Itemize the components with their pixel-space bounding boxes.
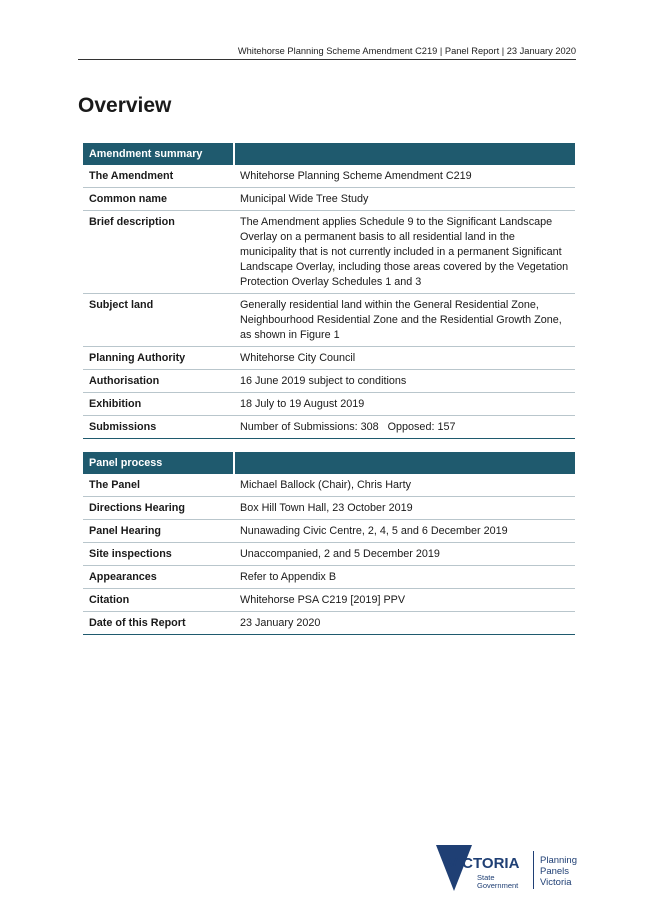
row-value: Box Hill Town Hall, 23 October 2019: [234, 497, 575, 520]
row-value: Whitehorse PSA C219 [2019] PPV: [234, 589, 575, 612]
row-value: Nunawading Civic Centre, 2, 4, 5 and 6 December 2019: [234, 520, 575, 543]
row-label: Panel Hearing: [83, 520, 234, 543]
table-row: [83, 393, 575, 416]
table-row: [83, 347, 575, 370]
logo-sub-government: Government: [477, 881, 519, 890]
logo-word: VICTORIA: [448, 855, 520, 872]
table-header-row: [83, 143, 575, 165]
wordmark-line-panels: Panels: [540, 866, 570, 877]
row-value: 18 July to 19 August 2019: [234, 393, 575, 416]
page-title: Overview: [78, 94, 172, 117]
row-label: Site inspections: [83, 543, 234, 566]
row-value: Unaccompanied, 2 and 5 December 2019: [234, 543, 575, 566]
table-row: [83, 497, 575, 520]
planning-panels-wordmark: [540, 855, 577, 888]
row-label: Common name: [83, 188, 234, 211]
row-label: Brief description: [83, 211, 234, 294]
row-value: Whitehorse City Council: [234, 347, 575, 370]
table-row: [83, 188, 575, 211]
table-row: [83, 566, 575, 589]
row-label: Citation: [83, 589, 234, 612]
logo-divider: [533, 851, 534, 889]
row-label: Submissions: [83, 416, 234, 439]
row-value: Number of Submissions: 308 Opposed: 157: [234, 416, 575, 439]
table-row: [83, 416, 575, 439]
victoria-planning-panels-logo: [436, 843, 586, 893]
running-header: Whitehorse Planning Scheme Amendment C219 | Panel Report | 23 January 2020: [78, 46, 576, 60]
row-label: The Amendment: [83, 165, 234, 188]
victoria-state-government-logo-mark: [436, 843, 533, 893]
panel-process-table: [83, 452, 575, 635]
table-row: [83, 370, 575, 393]
wordmark-line-planning: Planning: [540, 855, 577, 866]
table-row: [83, 612, 575, 635]
row-value: Michael Ballock (Chair), Chris Harty: [234, 474, 575, 497]
row-value: The Amendment applies Schedule 9 to the Significant Landscape Overlay on a permanent basis to all residential land in the municipality that is not currently included in a permanent Significant Landscape Overlay, including those areas covered by the Vegetation Protection Overlay Schedules 1 and 3: [234, 211, 575, 294]
row-label: Exhibition: [83, 393, 234, 416]
panel-process-heading: Panel process: [83, 452, 234, 474]
row-label: Date of this Report: [83, 612, 234, 635]
table-row: [83, 543, 575, 566]
amendment-summary-heading: Amendment summary: [83, 143, 234, 165]
row-value: Generally residential land within the General Residential Zone, Neighbourhood Residential Zone and the Residential Growth Zone, as shown in Figure 1: [234, 294, 575, 347]
row-label: Authorisation: [83, 370, 234, 393]
table-row: [83, 589, 575, 612]
row-label: Planning Authority: [83, 347, 234, 370]
row-value: 16 June 2019 subject to conditions: [234, 370, 575, 393]
table-row: [83, 474, 575, 497]
table-row: [83, 520, 575, 543]
row-value: 23 January 2020: [234, 612, 575, 635]
row-label: The Panel: [83, 474, 234, 497]
row-value: Refer to Appendix B: [234, 566, 575, 589]
row-label: Appearances: [83, 566, 234, 589]
row-value: Whitehorse Planning Scheme Amendment C219: [234, 165, 575, 188]
amendment-summary-table: [83, 143, 575, 439]
table-row: [83, 211, 575, 294]
table-row: [83, 165, 575, 188]
row-value: Municipal Wide Tree Study: [234, 188, 575, 211]
table-header-spacer: [234, 143, 575, 165]
logo-sub-state: State: [477, 873, 495, 882]
row-label: Subject land: [83, 294, 234, 347]
table-row: [83, 294, 575, 347]
table-header-row: [83, 452, 575, 474]
row-label: Directions Hearing: [83, 497, 234, 520]
table-header-spacer: [234, 452, 575, 474]
wordmark-line-victoria: Victoria: [540, 877, 572, 888]
